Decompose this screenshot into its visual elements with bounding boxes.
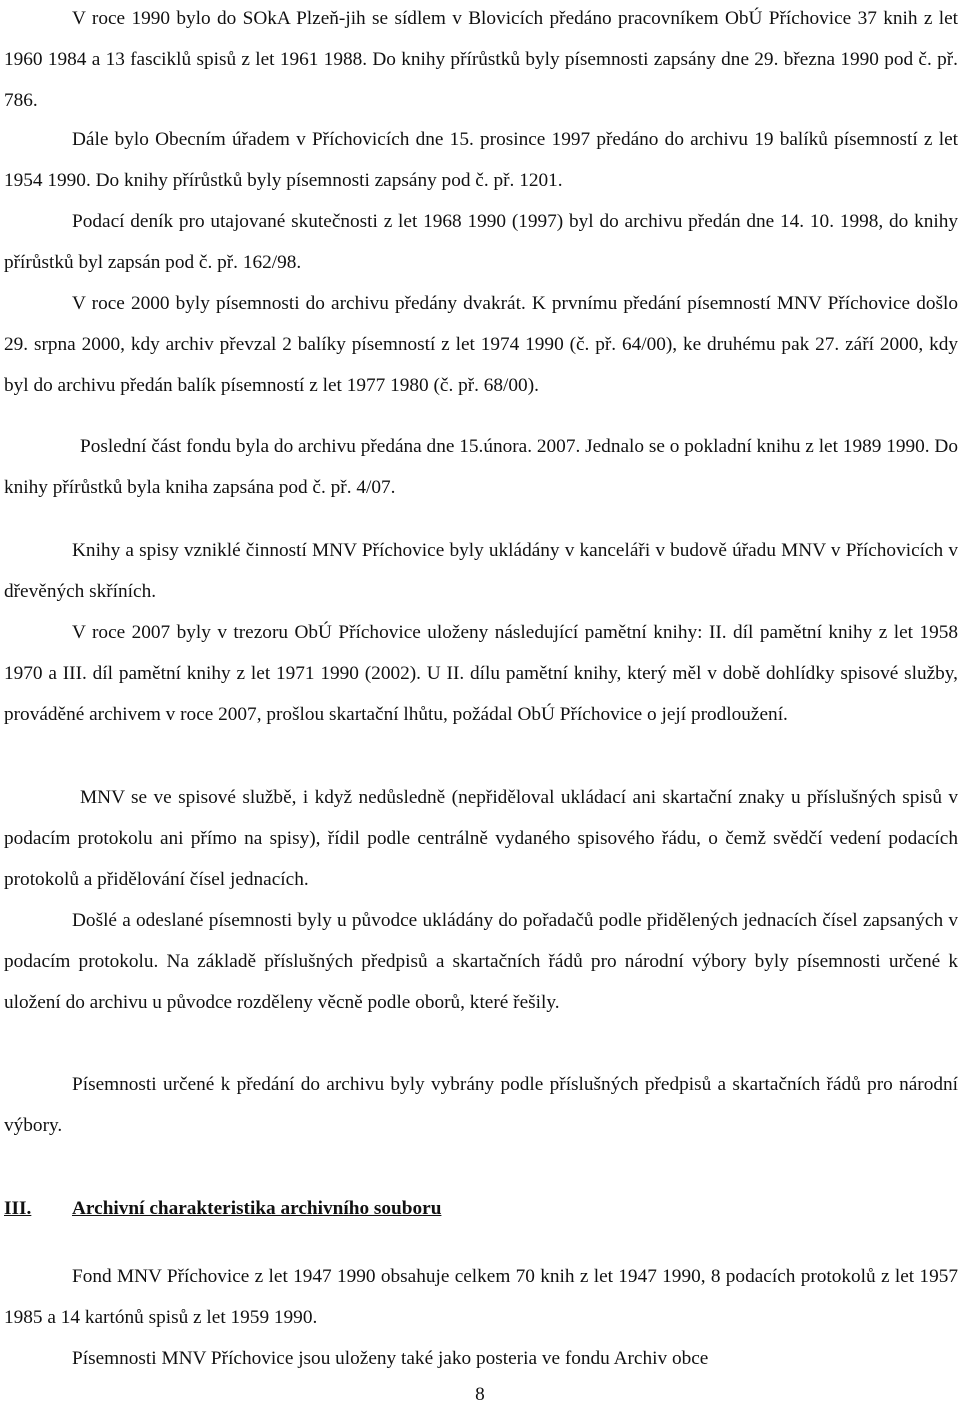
section-title: Archivní charakteristika archivního souboru	[72, 1198, 442, 1219]
paragraph-9: Došlé a odeslané písemnosti byly u původce ukládány do pořadačů podle přidělených jednacích čísel zapsaných v podacím protokolu. Na základě příslušných předpisů a skartačních řádů pro národní výbory byly písemnosti určené k uložení do archivu u původce rozděleny věcně podle oborů, které řešily.	[4, 910, 958, 1013]
paragraph-11: Fond MNV Příchovice z let 1947 1990 obsahuje celkem 70 knih z let 1947 1990, 8 podacích protokolů z let 1957 1985 a 14 kartónů spisů z let 1959 1990.	[4, 1266, 958, 1328]
page-number: 8	[475, 1384, 485, 1405]
paragraph-2: Dále bylo Obecním úřadem v Příchovicích dne 15. prosince 1997 předáno do archivu 19 balíků písemností z let 1954 1990. Do knihy přírůstků byly písemnosti zapsány pod č. př. 1201.	[4, 129, 958, 191]
paragraph-10: Písemnosti určené k předání do archivu byly vybrány podle příslušných předpisů a skartačních řádů pro národní výbory.	[4, 1074, 958, 1136]
paragraph-5: Poslední část fondu byla do archivu předána dne 15.února. 2007. Jednalo se o pokladní knihu z let 1989 1990. Do knihy přírůstků byla kniha zapsána pod č. př. 4/07.	[4, 436, 958, 498]
paragraph-12: Písemnosti MNV Příchovice jsou uloženy také jako posteria ve fondu Archiv obce	[72, 1348, 709, 1369]
section-number: III.	[4, 1198, 32, 1219]
paragraph-8: MNV se ve spisové službě, i když nedůsledně (nepřiděloval ukládací ani skartační znaky u příslušných spisů v podacím protokolu ani přímo na spisy), řídil podle centrálně vydaného spisového řádu, o čemž svědčí vedení podacích protokolů a přidělování čísel jednacích.	[4, 787, 958, 890]
paragraph-6: Knihy a spisy vzniklé činností MNV Příchovice byly ukládány v kanceláři v budově úřadu MNV v Příchovicích v dřevěných skříních.	[4, 540, 958, 602]
section-heading	[4, 1188, 441, 1229]
paragraph-4: V roce 2000 byly písemnosti do archivu předány dvakrát. K prvnímu předání písemností MNV Příchovice došlo 29. srpna 2000, kdy archiv převzal 2 balíky písemností z let 1974 1990 (č. př. 64/00), ke druhému pak 27. září 2000, kdy byl do archivu předán balík písemností z let 1977 1980 (č. př. 68/00).	[4, 293, 958, 396]
paragraph-7: V roce 2007 byly v trezoru ObÚ Příchovice uloženy následující pamětní knihy: II. díl pamětní knihy z let 1958 1970 a III. díl pamětní knihy z let 1971 1990 (2002). U II. dílu pamětní knihy, který měl v době dohlídky spisové služby, prováděné archivem v roce 2007, prošlou skartační lhůtu, požádal ObÚ Příchovice o její prodloužení.	[4, 622, 958, 725]
paragraph-1: V roce 1990 bylo do SOkA Plzeň-jih se sídlem v Blovicích předáno pracovníkem ObÚ Příchovice 37 knih z let 1960 1984 a 13 fasciklů spisů z let 1961 1988. Do knihy přírůstků byly písemnosti zapsány dne 29. března 1990 pod č. př. 786.	[4, 8, 958, 111]
paragraph-3: Podací deník pro utajované skutečnosti z let 1968 1990 (1997) byl do archivu předán dne 14. 10. 1998, do knihy přírůstků byl zapsán pod č. př. 162/98.	[4, 211, 958, 273]
